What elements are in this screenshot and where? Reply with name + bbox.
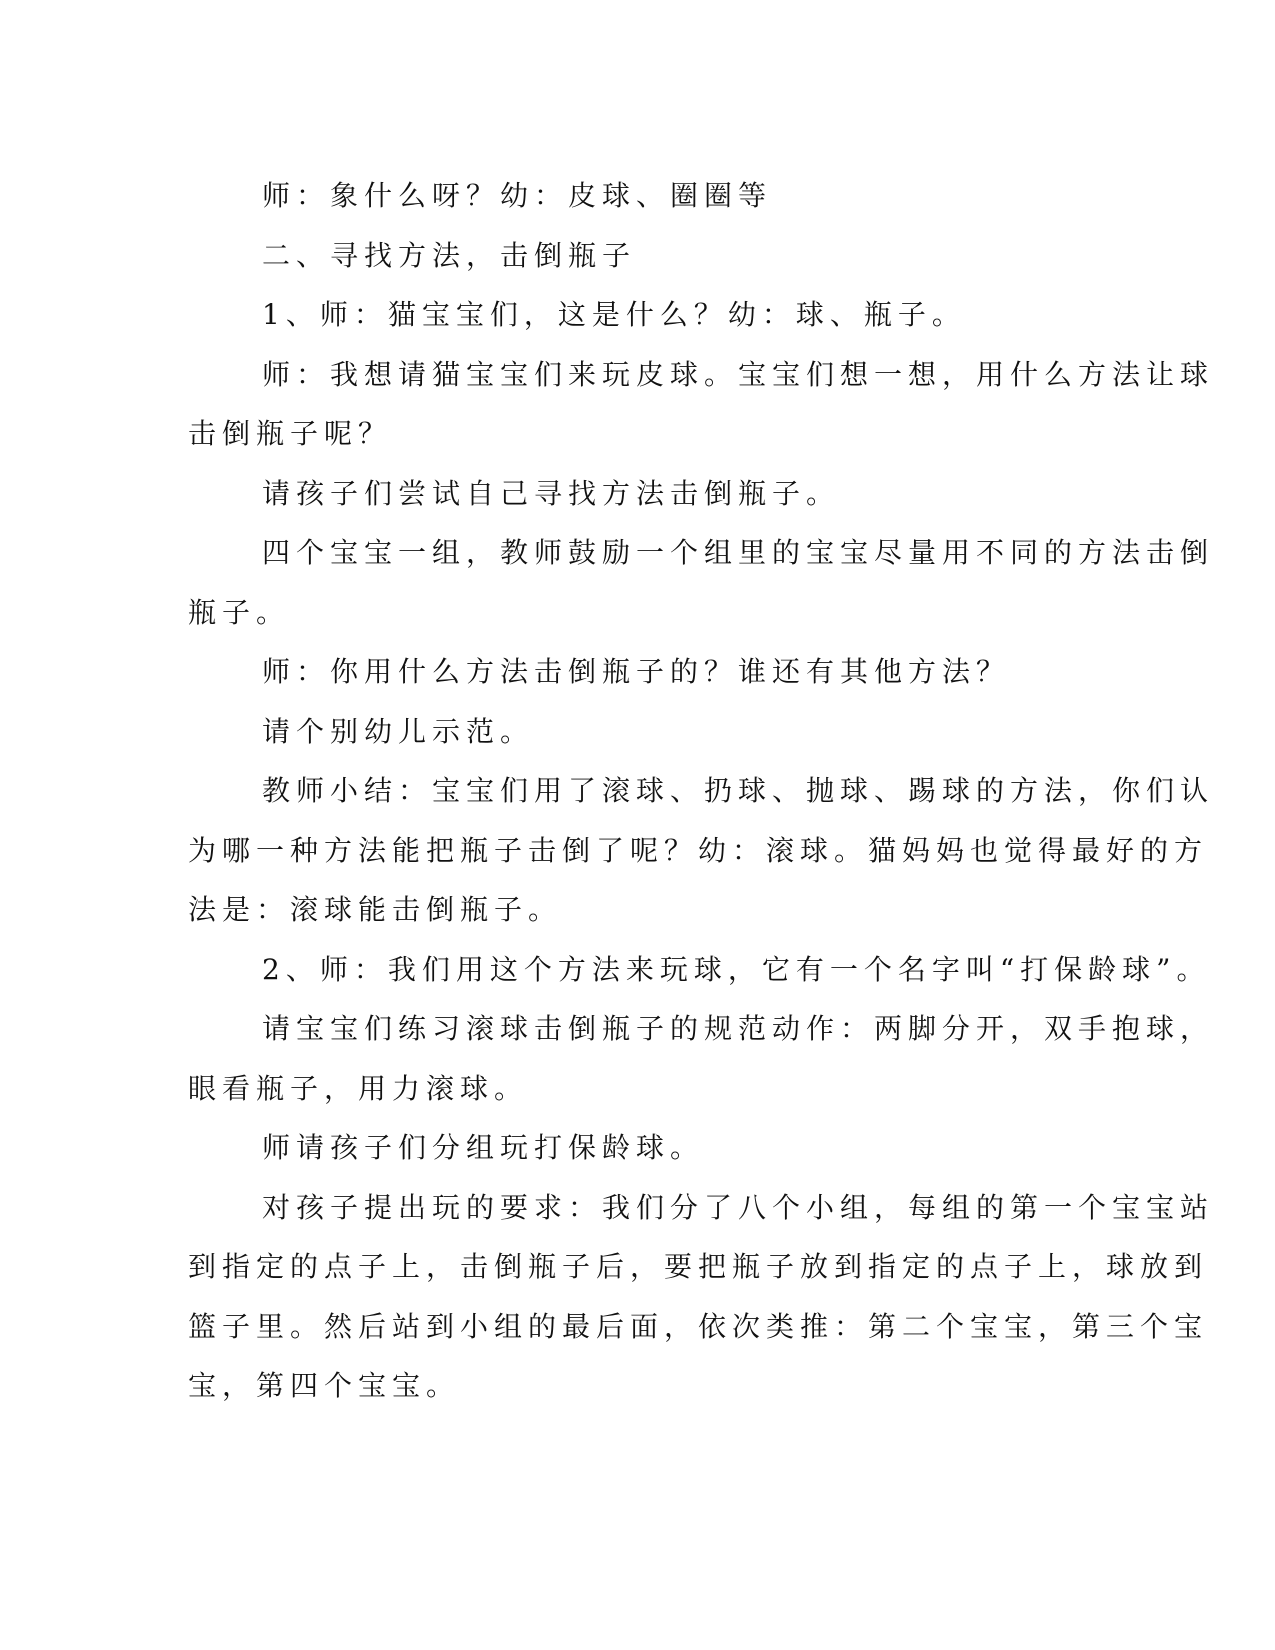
- paragraph-line: 请个别幼儿示范。: [262, 714, 535, 748]
- paragraph-line: 四个宝宝一组，教师鼓励一个组里的宝宝尽量用不同的方法击倒: [262, 536, 1215, 569]
- paragraph-line: 师请孩子们分组玩打保龄球。: [262, 1131, 705, 1164]
- paragraph-5: [188, 464, 1078, 524]
- paragraph-line: 对孩子提出玩的要求：我们分了八个小组，每组的第一个宝宝站: [262, 1190, 1215, 1224]
- paragraph-line: 瓶子。: [188, 595, 291, 629]
- paragraph-line: 请宝宝们练习滚球击倒瓶子的规范动作：两脚分开，双手抱球，: [262, 1012, 1215, 1045]
- paragraph-line: 到指定的点子上，击倒瓶子后，要把瓶子放到指定的点子上，球放到: [188, 1250, 1209, 1283]
- paragraph-6: [188, 523, 1215, 642]
- paragraph-line: 2、师：我们用这个方法来玩球，它有一个名字叫“打保龄球”。: [262, 952, 1211, 986]
- paragraph-line: 眼看瓶子，用力滚球。: [188, 1071, 529, 1105]
- paragraph-1: [188, 166, 1078, 226]
- paragraph-line: 师：我想请猫宝宝们来玩皮球。宝宝们想一想，用什么方法让球: [262, 357, 1215, 391]
- paragraph-7: [188, 642, 1078, 702]
- paragraph-line: 击倒瓶子呢？: [188, 417, 393, 450]
- document-body: [188, 166, 1215, 1416]
- paragraph-line: 为哪一种方法能把瓶子击倒了呢？幼：滚球。猫妈妈也觉得最好的方: [188, 833, 1209, 867]
- paragraph-line: 二、寻找方法，击倒瓶子: [262, 238, 637, 272]
- paragraph-13: [188, 1178, 1215, 1416]
- paragraph-line: 教师小结：宝宝们用了滚球、扔球、抛球、踢球的方法，你们认: [262, 774, 1215, 807]
- paragraph-10: [188, 940, 1211, 1000]
- paragraph-line: 法是：滚球能击倒瓶子。: [188, 893, 563, 926]
- paragraph-11: [188, 999, 1215, 1118]
- paragraph-3: [188, 285, 1078, 345]
- paragraph-line: 篮子里。然后站到小组的最后面，依次类推：第二个宝宝，第三个宝: [188, 1309, 1209, 1343]
- paragraph-9: [188, 761, 1215, 940]
- paragraph-line: 师：你用什么方法击倒瓶子的？谁还有其他方法？: [262, 655, 1011, 688]
- paragraph-12: [188, 1118, 1078, 1178]
- paragraph-line: 1、师：猫宝宝们，这是什么？幼：球、瓶子。: [262, 298, 966, 331]
- paragraph-8: [188, 702, 1078, 762]
- section-heading: [188, 226, 1078, 286]
- paragraph-4: [188, 345, 1215, 464]
- paragraph-line: 请孩子们尝试自己寻找方法击倒瓶子。: [262, 476, 841, 510]
- paragraph-line: 宝，第四个宝宝。: [188, 1369, 461, 1402]
- paragraph-line: 师：象什么呀？幼：皮球、圈圈等: [262, 179, 773, 212]
